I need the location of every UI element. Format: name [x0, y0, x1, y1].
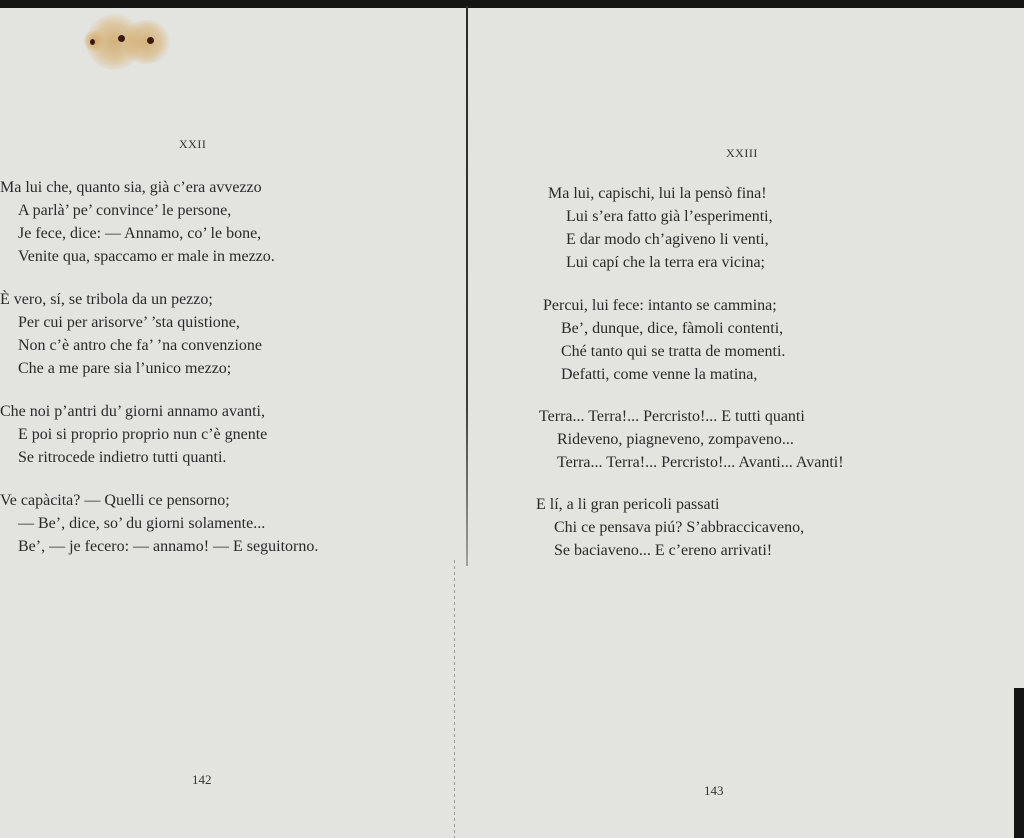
verse-line: È vero, sí, se tribola da un pezzo;	[0, 291, 213, 308]
section-heading: XXII	[179, 137, 207, 151]
verse-line: Terra... Terra!... Percristo!... Avanti... Avanti!	[557, 454, 844, 471]
verse-line: Chi ce pensava piú? S’abbraccicaveno,	[554, 519, 805, 536]
verse-line: Je fece, dice: — Annamo, co’ le bone,	[18, 225, 262, 242]
verse-line: Ma lui, capischi, lui la pensò fina!	[548, 185, 767, 202]
stanza	[0, 288, 262, 380]
verse-line: — Be’, dice, so’ du giorni solamente...	[18, 515, 266, 532]
verse-line: Ma lui che, quanto sia, già c’era avvezzo	[0, 179, 262, 196]
verse-line: Ché tanto qui se tratta de momenti.	[561, 343, 786, 360]
verse-line: E poi si proprio proprio nun c’è gnente	[18, 426, 268, 443]
section-heading: XXIII	[726, 146, 758, 160]
verse-line: Rideveno, piagneveno, zompaveno...	[557, 431, 794, 448]
left-page	[0, 0, 466, 838]
verse-line: Non c’è antro che fa’ ’na convenzione	[18, 337, 263, 354]
stanza	[0, 176, 275, 268]
stanza	[539, 405, 844, 474]
verse-line: Che a me pare sia l’unico mezzo;	[18, 360, 232, 377]
right-page	[468, 0, 1024, 838]
verse-line: Terra... Terra!... Percristo!... E tutti quanti	[539, 408, 805, 425]
verse-line: Per cui per arisorve’ ’sta quistione,	[18, 314, 240, 331]
verse-line: Defatti, come venne la matina,	[561, 366, 758, 383]
verse-line: E lí, a li gran pericoli passati	[536, 496, 720, 513]
verse-line: Venite qua, spaccamo er male in mezzo.	[18, 248, 275, 265]
page-number: 142	[192, 772, 212, 787]
verse-line: Se baciaveno... E c’ereno arrivati!	[554, 542, 773, 559]
stanza	[0, 400, 267, 469]
verse-line: Ve capàcita? — Quelli ce pensorno;	[0, 492, 230, 509]
verse-line: Se ritrocede indietro tutti quanti.	[18, 449, 227, 466]
verse-line: Be’, dunque, dice, fàmoli contenti,	[561, 320, 784, 337]
verse-line: E dar modo ch’agiveno li venti,	[566, 231, 769, 248]
verse-line: Lui capí che la terra era vicina;	[566, 254, 765, 271]
page-number: 143	[704, 783, 724, 798]
verse-line: Lui s’era fatto già l’esperimenti,	[566, 208, 773, 225]
verse-line: Che noi p’antri du’ giorni annamo avanti,	[0, 403, 265, 420]
verse-line: Be’, — je fecero: — annamo! — E seguitorno.	[18, 538, 319, 555]
stanza	[536, 493, 804, 562]
verse-line: Percui, lui fece: intanto se cammina;	[543, 297, 777, 314]
stanza	[543, 294, 785, 386]
stanza	[0, 489, 318, 558]
verse-line: A parlà’ pe’ convince’ le persone,	[18, 202, 232, 219]
stanza	[548, 182, 773, 274]
